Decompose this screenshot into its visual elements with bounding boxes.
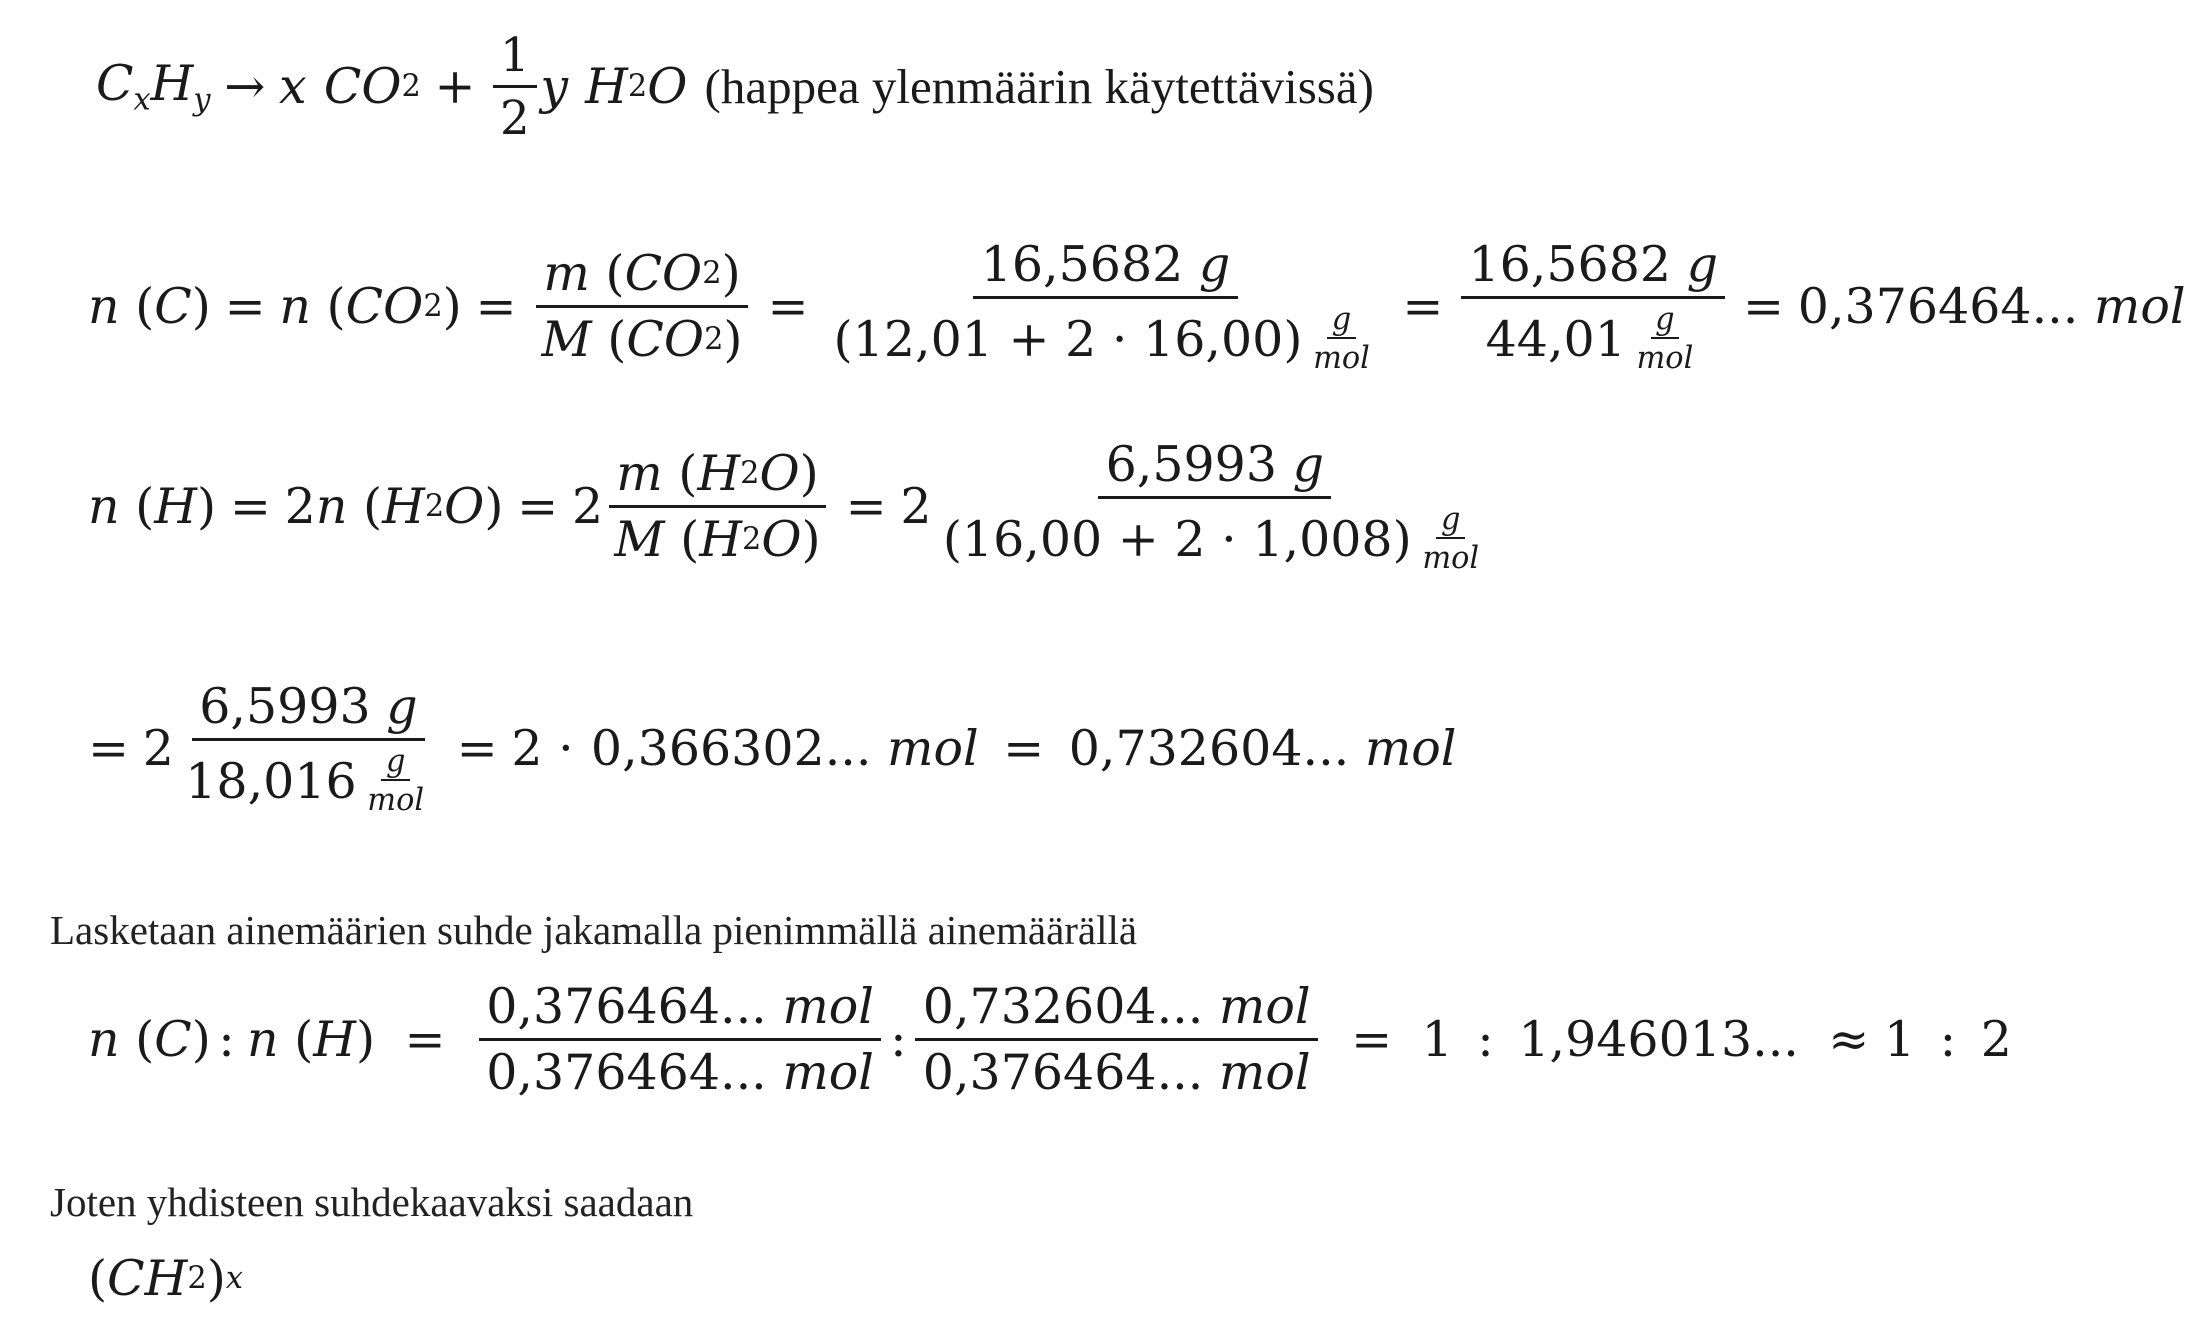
ratio-c-num: 0,376464... [486,978,767,1035]
co2-molar-mass-expr: (12,01 + 2 · 16,00) [833,310,1303,368]
carbon-amount-equation: n ( C ) = n ( CO 2 ) = m ( CO 2 ) M ( CO 2 ) = 16,5682 g (12,01 + 2 · 16,00) $\frac{g}{\text{mol}}$ = 16,5682 g 44,01 $\frac{g}{\text{mol}}$ = 0,376464... mol [88,236,2186,377]
h2o-molar-mass-expr: (16,00 + 2 · 1,008) [942,510,1412,568]
ratio-exact-a: 1 [1421,1010,1453,1068]
h2o-mass: 6,5993 [1105,436,1278,493]
ratio-h-num: 0,732604... [922,978,1204,1035]
co2-mass-2: 16,5682 [1468,236,1672,293]
ratio-c-den: 0,376464... [486,1043,767,1101]
reaction-note: (happea ylenmäärin käytettävissä) [704,58,1374,114]
ratio-h-den: 0,376464... [922,1043,1204,1101]
ratio-exact-b: 1,946013... [1518,1010,1799,1068]
ratio-intro-text: Lasketaan ainemäärien suhde jakamalla pienimmällä ainemäärällä [50,907,1138,953]
ratio-approx-a: 1 [1883,1010,1916,1068]
co2-molar-mass: 44,01 [1485,310,1626,368]
empirical-formula: ( CH 2 ) x [88,1250,243,1307]
h2o-mass-2: 6,5993 [199,678,371,735]
ratio-equation: n ( C ) : n ( H ) = 0,376464... mol 0,376464... mol : 0,732604... mol 0,376464... mol = 1 : 1,946013... ≈ 1 : 2 [88,978,2012,1101]
h2o-amount: 0,366302... [590,719,872,777]
half-fraction: $\frac{1}{2}$ [493,28,537,145]
reaction-equation: $C_xH_y$ → x CO 2 + $\frac{1}{2}$ y H 2 O (happea ylenmäärin käytettävissä) [96,28,1374,145]
hydrogen-continuation-equation: = 2 6,5993 g 18,016 $\frac{g}{\text{mol}}$ = 2 · 0,366302... mol = 0,732604... mol [88,678,1457,819]
h2o-molar-mass: 18,016 [185,752,357,810]
hydrogen-result: 0,732604... [1068,719,1350,777]
ratio-approx-b: 2 [1980,1010,2012,1068]
conclusion-text: Joten yhdisteen suhdekaavaksi saadaan [50,1179,694,1225]
co2-mass: 16,5682 [980,236,1184,293]
carbon-result: 0,376464... [1797,277,2079,335]
hydrogen-amount-equation: n ( H ) = 2 n ( H 2 O ) = 2 m ( H 2 O ) M ( H 2 O ) = 2 6,5993 g (16,00 + 2 · 1,008) $\frac{g}{\text{mol}}$ [88,436,1480,577]
